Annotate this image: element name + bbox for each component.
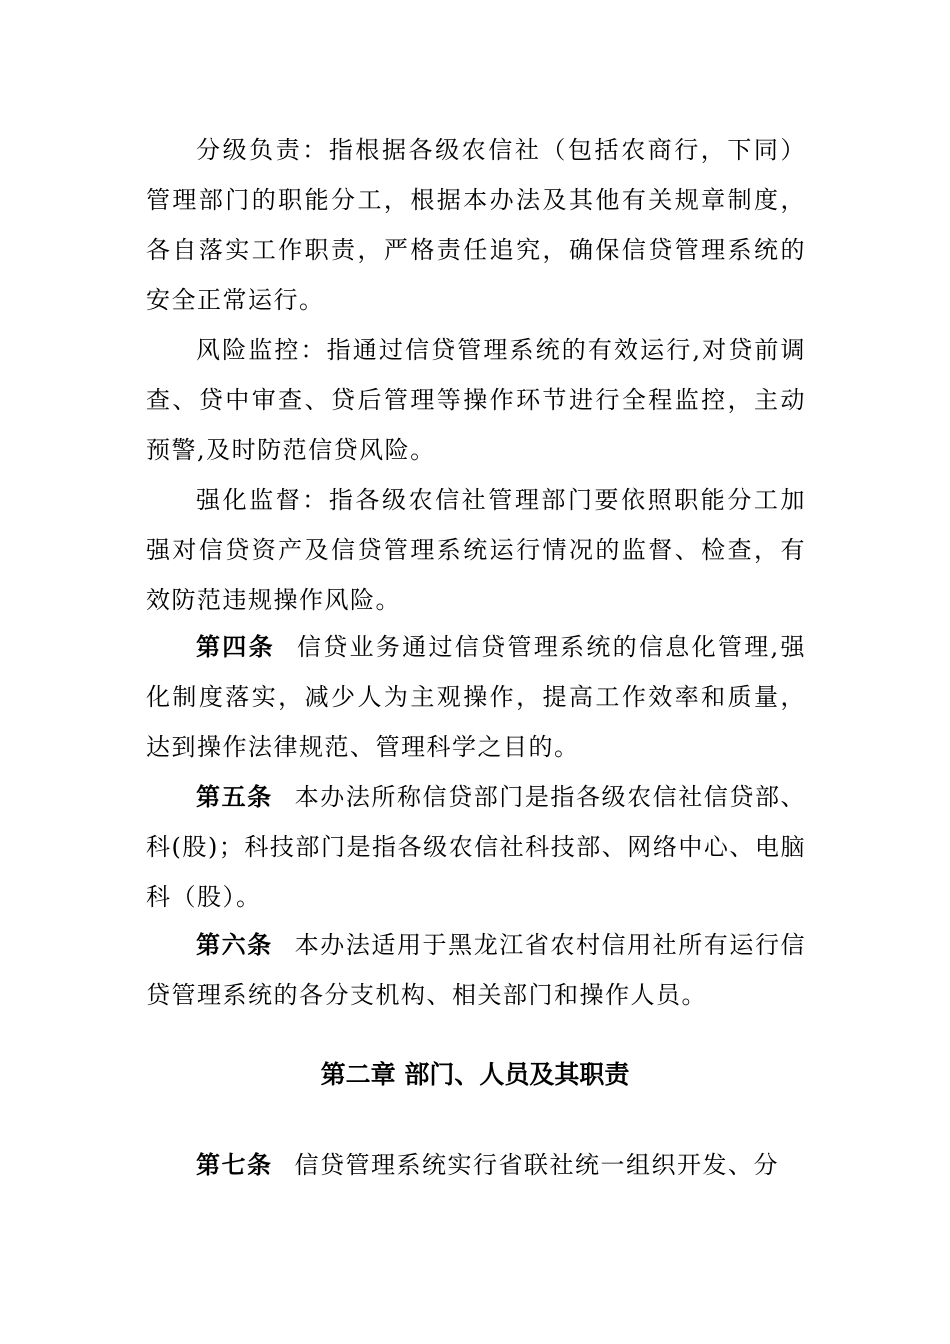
article-4	[146, 622, 806, 772]
paragraph-risk-monitoring	[146, 325, 806, 475]
article-heading: 第六条	[196, 931, 273, 959]
article-5	[146, 772, 806, 922]
paragraph-text: 分级负责：指根据各级农信社（包括农商行，下同）管理部门的职能分工，根据本办法及其他有关规章制度，各自落实工作职责，严格责任追究，确保信贷管理系统的安全正常运行。	[146, 136, 806, 314]
article-text: 信贷管理系统实行省联社统一组织开发、分	[294, 1151, 779, 1179]
article-heading: 第五条	[196, 783, 273, 811]
article-text: 本办法所称信贷部门是指各级农信社信贷部、科(股)；科技部门是指各级农信社科技部、网络中心、电脑科（股）。	[146, 783, 807, 911]
article-heading: 第七条	[196, 1151, 273, 1179]
paragraph-text: 风险监控：指通过信贷管理系统的有效运行,对贷前调查、贷中审查、贷后管理等操作环节进行全程监控，主动预警,及时防范信贷风险。	[146, 336, 806, 464]
paragraph-graded-responsibility	[146, 125, 806, 325]
article-7	[146, 1140, 806, 1190]
article-text: 本办法适用于黑龙江省农村信用社所有运行信贷管理系统的各分支机构、相关部门和操作人员。	[146, 931, 807, 1009]
paragraph-strengthen-supervision	[146, 475, 806, 625]
article-text: 信贷业务通过信贷管理系统的信息化管理,强化制度落实，减少人为主观操作，提高工作效率和质量，达到操作法律规范、管理科学之目的。	[146, 633, 806, 761]
article-heading: 第四条	[196, 633, 275, 661]
chapter-title: 第二章 部门、人员及其职责	[320, 1060, 630, 1089]
article-6	[146, 920, 806, 1020]
paragraph-text: 强化监督：指各级农信社管理部门要依照职能分工加强对信贷资产及信贷管理系统运行情况的监督、检查，有效防范违规操作风险。	[146, 486, 806, 614]
